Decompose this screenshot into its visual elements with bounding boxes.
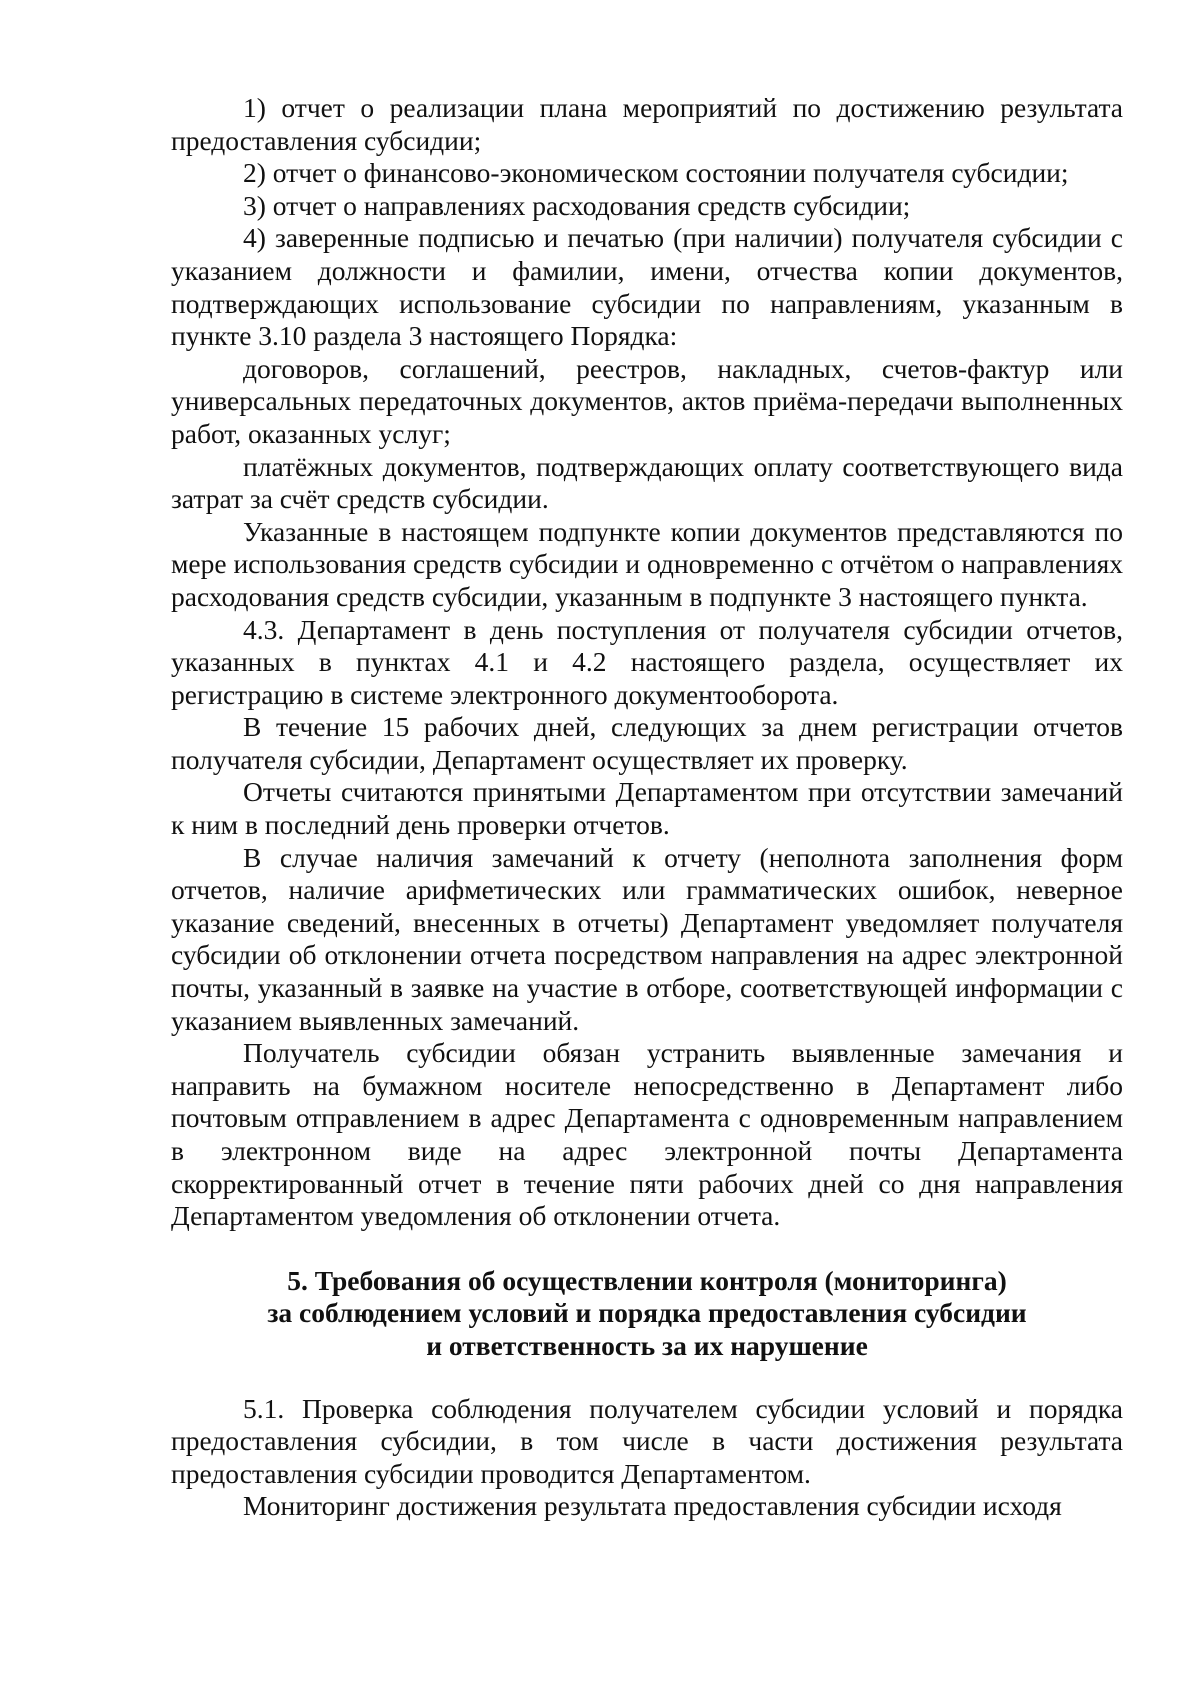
paragraph-review-period: В течение 15 рабочих дней, следующих за днем регистрации отчетов получателя субсидии, Департамент осуществляет их проверку. (171, 711, 1123, 775)
paragraph-report-plan: 1) отчет о реализации плана мероприятий по достижению результата предоставления субсидии; (171, 92, 1123, 156)
paragraph-monitoring: Мониторинг достижения результата предоставления субсидии исходя (243, 1490, 1062, 1522)
paragraph-remarks-notification: В случае наличия замечаний к отчету (неполнота заполнения форм отчетов, наличие арифметических или грамматических ошибок, неверное указание сведений, внесенных в отчеты) Департамент уведомляет получателя субсидии об отклонении отчета посредством направления на адрес электронной почты, указанный в заявке на участие в отборе, соответствующей информации с указанием выявленных замечаний. (171, 841, 1123, 1036)
paragraph-payment-docs: платёжных документов, подтверждающих оплату соответствующего вида затрат за счёт средств субсидии. (171, 450, 1123, 515)
paragraph-5-1-inspection: 5.1. Проверка соблюдения получателем субсидии условий и порядка предоставления субсидии, в том числе в части достижения результата предоставления субсидии проводится Департаментом. (171, 1392, 1123, 1489)
paragraph-corrections: Получатель субсидии обязан устранить выявленные замечания и направить на бумажном носителе непосредственно в Департамент либо почтовым отправлением в адрес Департамента с одновременным направлением в электронном виде на адрес электронной почты Департамента скорректированный отчет в течение пяти рабочих дней со дня направления Департаментом уведомления об отклонении отчета. (171, 1037, 1123, 1232)
paragraph-copies-submission: Указанные в настоящем подпункте копии документов представляются по мере использования средств субсидии и одновременно с отчётом о направлениях расходования средств субсидии, указанным в подпункте 3 настоящего пункта. (171, 515, 1123, 612)
paragraph-report-expenses: 3) отчет о направлениях расходования средств субсидии; (243, 189, 911, 221)
section-heading (171, 1265, 1123, 1363)
paragraph-contracts: договоров, соглашений, реестров, накладных, счетов-фактур или универсальных передаточных документов, актов приёма-передачи выполненных работ, оказанных услуг; (171, 352, 1123, 449)
paragraph-reports-accepted: Отчеты считаются принятыми Департаментом при отсутствии замечаний к ним в последний день проверки отчетов. (171, 776, 1123, 841)
paragraph-report-financial: 2) отчет о финансово-экономическом состоянии получателя субсидии; (243, 157, 1069, 189)
section-heading-line: 5. Требования об осуществлении контроля (мониторинга) (287, 1264, 1007, 1296)
section-heading-line: за соблюдением условий и порядка предоставления субсидии (267, 1297, 1027, 1329)
paragraph-4-3-registration: 4.3. Департамент в день поступления от получателя субсидии отчетов, указанных в пунктах 4.1 и 4.2 настоящего раздела, осуществляет их регистрацию в системе электронного документооборота. (171, 613, 1123, 710)
section-heading-line: и ответственность за их нарушение (426, 1329, 868, 1361)
paragraph-certified-copies: 4) заверенные подписью и печатью (при наличии) получателя субсидии с указанием должности и фамилии, имени, отчества копии документов, подтверждающих использование субсидии по направлениям, указанным в пункте 3.10 раздела 3 настоящего Порядка: (171, 222, 1123, 352)
document-page (171, 92, 1123, 1523)
